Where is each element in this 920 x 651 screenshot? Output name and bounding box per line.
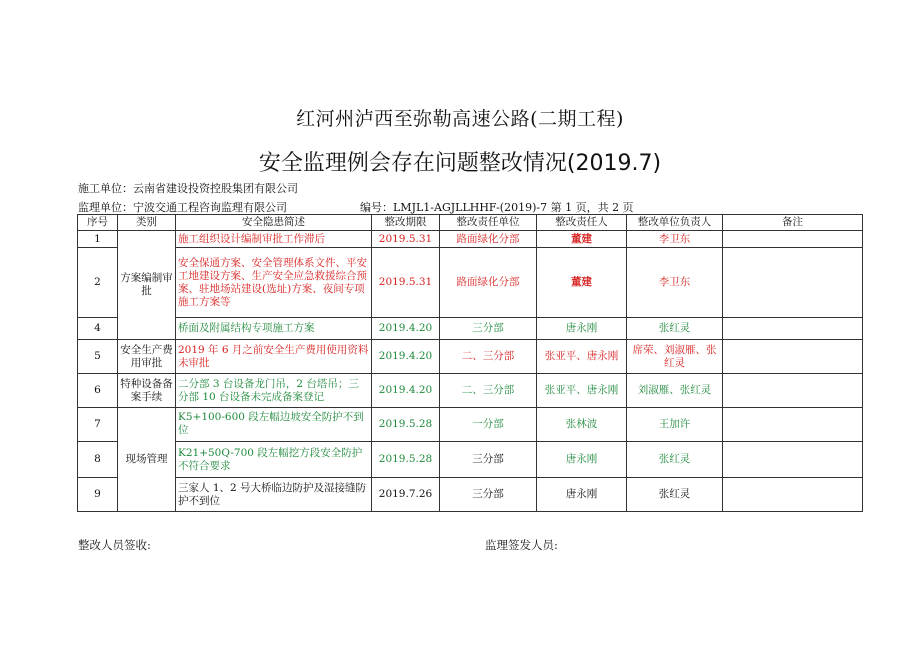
unit-head: 王加许 [627, 408, 723, 442]
responsible-person: 董建 [537, 248, 627, 318]
responsible-unit: 一分部 [440, 408, 537, 442]
remark [723, 248, 863, 318]
responsible-person: 唐永刚 [537, 478, 627, 512]
category-cell: 安全生产费用审批 [118, 340, 176, 374]
issue-description: 2019 年 6 月之前安全生产费用使用资料未审批 [176, 340, 372, 374]
responsible-person: 董建 [537, 231, 627, 248]
responsible-unit: 三分部 [440, 318, 537, 340]
deadline: 2019.5.31 [372, 248, 440, 318]
responsible-unit: 二、三分部 [440, 340, 537, 374]
construction-unit: 施工单位：云南省建设投资控股集团有限公司 [78, 182, 298, 195]
unit-head: 李卫东 [627, 231, 723, 248]
header-deadline: 整改期限 [372, 215, 440, 231]
issue-description: 桥面及附属结构专项施工方案 [176, 318, 372, 340]
table-row [78, 478, 863, 512]
responsible-unit: 二、三分部 [440, 374, 537, 408]
responsible-person: 张亚平、唐永刚 [537, 340, 627, 374]
table-row [78, 231, 863, 248]
unit-head: 张红灵 [627, 478, 723, 512]
responsible-person: 张林波 [537, 408, 627, 442]
unit-head: 席荣、刘淑雁、张红灵 [627, 340, 723, 374]
supervisor-sign-label: 监理签发人员: [485, 538, 558, 552]
report-title: 安全监理例会存在问题整改情况(2019.7) [258, 151, 662, 176]
responsible-person: 张亚平、唐永刚 [537, 374, 627, 408]
issue-description: K21+50Q-700 段左幅挖方段安全防护不符合要求 [176, 442, 372, 478]
table-row [78, 318, 863, 340]
deadline: 2019.5.31 [372, 231, 440, 248]
category-cell: 特种设备备案手续 [118, 374, 176, 408]
unit-head: 李卫东 [627, 248, 723, 318]
row-no: 7 [78, 408, 118, 442]
issues-table [77, 214, 863, 512]
remark [723, 374, 863, 408]
header-description: 安全隐患简述 [176, 215, 372, 231]
responsible-unit: 三分部 [440, 442, 537, 478]
deadline: 2019.4.20 [372, 340, 440, 374]
deadline: 2019.5.28 [372, 408, 440, 442]
category-cell: 现场管理 [118, 408, 176, 512]
row-no: 8 [78, 442, 118, 478]
remark [723, 231, 863, 248]
responsible-unit: 路面绿化分部 [440, 248, 537, 318]
header-category: 类别 [118, 215, 176, 231]
table-header-row [78, 215, 863, 231]
issue-description: 安全保通方案、安全管理体系文件、平安工地建设方案、生产安全应急救援综合预案、驻地场站建设(选址)方案、夜间专项施工方案等 [176, 248, 372, 318]
table-row [78, 442, 863, 478]
header-remark: 备注 [723, 215, 863, 231]
issue-description: 三家人 1、2 号大桥临边防护及湿接缝防护不到位 [176, 478, 372, 512]
deadline: 2019.7.26 [372, 478, 440, 512]
responsible-person: 唐永刚 [537, 318, 627, 340]
unit-head: 刘淑雁、张红灵 [627, 374, 723, 408]
responsible-unit: 路面绿化分部 [440, 231, 537, 248]
deadline: 2019.4.20 [372, 318, 440, 340]
row-no: 9 [78, 478, 118, 512]
row-no: 5 [78, 340, 118, 374]
header-unit: 整改责任单位 [440, 215, 537, 231]
supervision-unit: 监理单位：宁波交通工程咨询监理有限公司 [78, 201, 287, 214]
remark [723, 478, 863, 512]
table-row [78, 374, 863, 408]
issue-description: 施工组织设计编制审批工作滞后 [176, 231, 372, 248]
remark [723, 318, 863, 340]
row-no: 6 [78, 374, 118, 408]
document-number: 编号：LMJL1-AGJLLHHF-(2019)-7 第 1 页，共 2 页 [360, 201, 634, 214]
rectify-sign-label: 整改人员签收: [78, 538, 151, 552]
category-cell: 方案编制审批 [118, 231, 176, 340]
deadline: 2019.5.28 [372, 442, 440, 478]
table-row [78, 248, 863, 318]
unit-head: 张红灵 [627, 318, 723, 340]
header-person: 整改责任人 [537, 215, 627, 231]
row-no: 2 [78, 248, 118, 318]
issue-description: K5+100-600 段左幅边坡安全防护不到位 [176, 408, 372, 442]
table-row [78, 408, 863, 442]
responsible-unit: 三分部 [440, 478, 537, 512]
header-head: 整改单位负责人 [627, 215, 723, 231]
row-no: 1 [78, 231, 118, 248]
unit-head: 张红灵 [627, 442, 723, 478]
remark [723, 340, 863, 374]
responsible-person: 唐永刚 [537, 442, 627, 478]
remark [723, 442, 863, 478]
remark [723, 408, 863, 442]
table-row [78, 340, 863, 374]
deadline: 2019.4.20 [372, 374, 440, 408]
project-title: 红河州泸西至弥勒高速公路(二期工程) [296, 108, 624, 130]
header-no: 序号 [78, 215, 118, 231]
issue-description: 二分部 3 台设备龙门吊，2 台塔吊；三分部 10 台设备未完成备案登记 [176, 374, 372, 408]
row-no: 4 [78, 318, 118, 340]
